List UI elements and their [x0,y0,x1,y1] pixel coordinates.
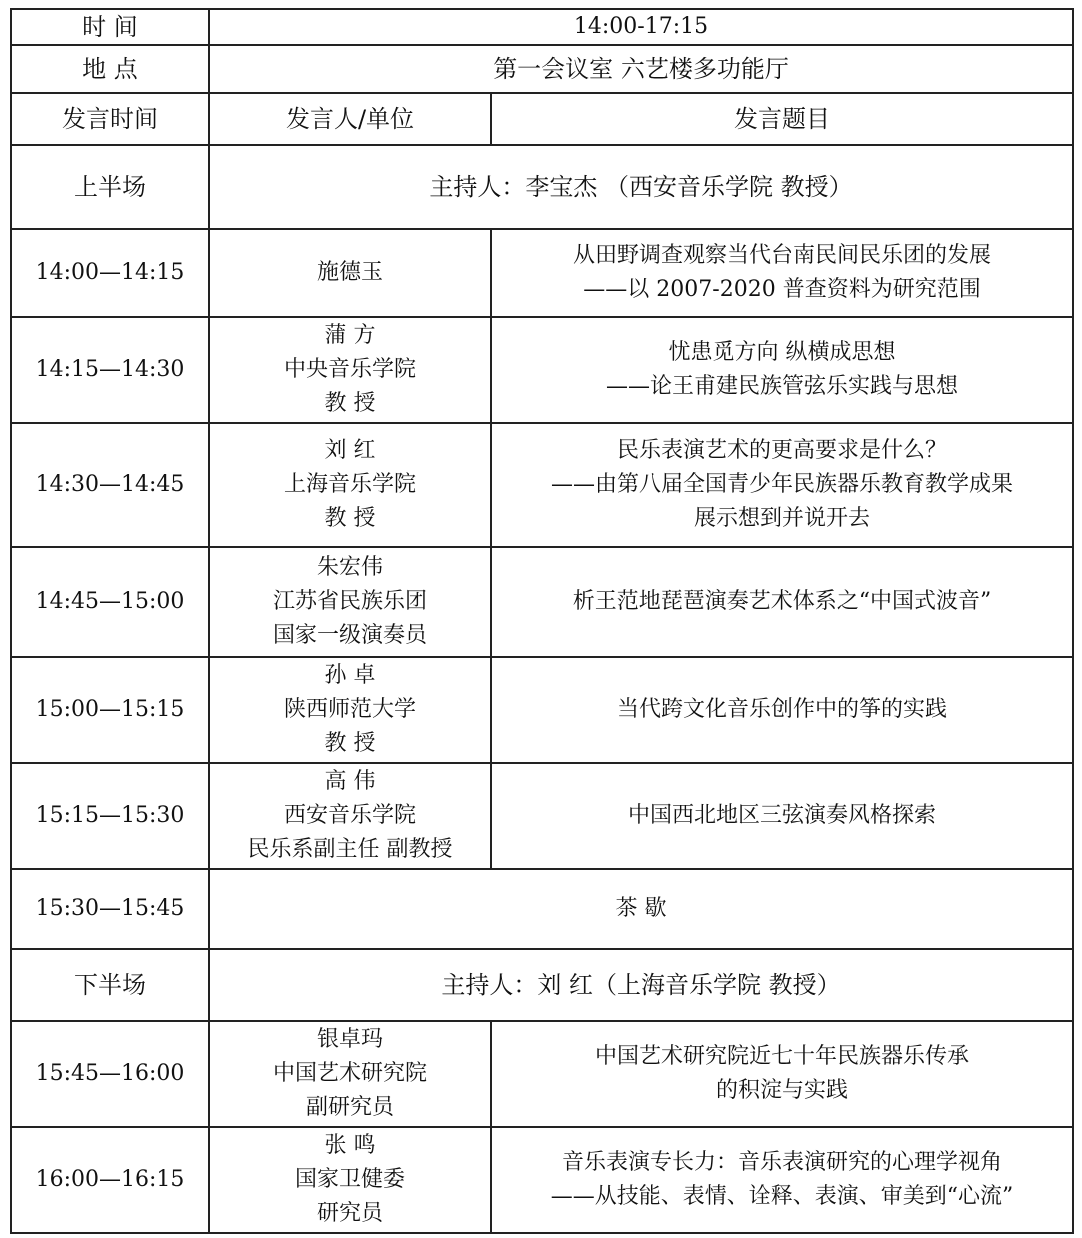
speaker-line: 中国艺术研究院 [272,1061,427,1086]
session-time: 16:00—16:15 [11,1127,209,1233]
table-row [11,547,1073,657]
topic-line: 析王范地琵琶演奏艺术体系之“中国式波音” [572,589,992,614]
speaker-line: 陕西师范大学 [283,697,416,722]
speaker-line: 教 授 [324,506,376,531]
host-text: 主持人：李宝杰 （西安音乐学院 教授） [209,145,1073,229]
table-row [11,657,1073,763]
topic-line: 民乐表演艺术的更高要求是什么？ [617,438,948,463]
table-row [11,423,1073,547]
speaker-cell [209,1021,491,1127]
speaker-line: 民乐系副主任 副教授 [247,837,453,862]
speaker-line: 高 伟 [324,769,376,794]
topic-cell [491,229,1073,317]
topic-line: 的积淀与实践 [716,1078,849,1103]
table-row [11,1127,1073,1233]
place-value: 第一会议室 六艺楼多功能厅 [209,45,1073,93]
second-half-rows [11,1021,1073,1233]
speaker-line: 研究员 [316,1201,383,1226]
topic-line: ——论王甫建民族管弦乐实践与思想 [606,374,959,399]
col-header-time: 发言时间 [11,93,209,145]
session-time: 15:45—16:00 [11,1021,209,1127]
speaker-line: 银卓玛 [316,1027,383,1052]
topic-cell [491,1127,1073,1233]
schedule-table [10,8,1074,1234]
table-row [11,1021,1073,1127]
speaker-line: 西安音乐学院 [283,803,416,828]
speaker-line: 国家卫健委 [294,1167,405,1192]
first-half-rows [11,229,1073,869]
speaker-line: 教 授 [324,391,376,416]
speaker-cell [209,1127,491,1233]
session-time: 15:15—15:30 [11,763,209,869]
break-time: 15:30—15:45 [11,869,209,949]
session-time: 15:00—15:15 [11,657,209,763]
speaker-line: 刘 红 [324,438,376,463]
topic-cell [491,547,1073,657]
topic-line: 音乐表演专长力：音乐表演研究的心理学视角 [562,1150,1003,1175]
table-row [11,229,1073,317]
speaker-cell [209,657,491,763]
time-label: 时 间 [11,9,209,45]
topic-line: ——由第八届全国青少年民族器乐教育教学成果 [551,472,1014,497]
topic-cell [491,1021,1073,1127]
session-time: 14:00—14:15 [11,229,209,317]
speaker-line: 孙 卓 [324,663,376,688]
session-time: 14:15—14:30 [11,317,209,423]
topic-line: 中国艺术研究院近七十年民族器乐传承 [595,1044,970,1069]
speaker-cell [209,229,491,317]
speaker-line: 副研究员 [305,1095,394,1120]
topic-cell [491,423,1073,547]
speaker-line: 中央音乐学院 [283,357,416,382]
topic-cell [491,657,1073,763]
topic-line: ——从技能、表情、诠释、表演、审美到“心流” [550,1184,1014,1209]
place-row [11,45,1073,93]
topic-cell [491,317,1073,423]
col-header-topic: 发言题目 [491,93,1073,145]
topic-cell [491,763,1073,869]
time-row [11,9,1073,45]
topic-line: 当代跨文化音乐创作中的筝的实践 [617,697,948,722]
table-row [11,763,1073,869]
session-time: 14:30—14:45 [11,423,209,547]
column-header-row [11,93,1073,145]
speaker-line: 教 授 [324,731,376,756]
topic-line: 忧患觅方向 纵横成思想 [668,340,896,365]
table-row [11,317,1073,423]
topic-line: 展示想到并说开去 [694,506,871,531]
speaker-line: 张 鸣 [324,1133,376,1158]
col-header-speaker: 发言人/单位 [209,93,491,145]
time-value: 14:00-17:15 [209,9,1073,45]
break-row [11,869,1073,949]
section-label: 下半场 [11,949,209,1021]
section-label: 上半场 [11,145,209,229]
speaker-line: 国家一级演奏员 [272,623,427,648]
speaker-cell [209,317,491,423]
topic-line: ——以 2007-2020 普查资料为研究范围 [583,277,981,302]
speaker-line: 施德玉 [316,260,383,285]
section-row-first-half [11,145,1073,229]
topic-line: 从田野调查观察当代台南民间民乐团的发展 [573,243,992,268]
host-text: 主持人：刘 红（上海音乐学院 教授） [209,949,1073,1021]
place-label: 地 点 [11,45,209,93]
speaker-cell [209,423,491,547]
speaker-line: 上海音乐学院 [283,472,416,497]
speaker-line: 朱宏伟 [316,555,383,580]
speaker-line: 蒲 方 [324,323,376,348]
session-time: 14:45—15:00 [11,547,209,657]
speaker-line: 江苏省民族乐团 [272,589,427,614]
speaker-cell [209,547,491,657]
section-row-second-half [11,949,1073,1021]
speaker-cell [209,763,491,869]
break-label: 茶 歇 [209,869,1073,949]
topic-line: 中国西北地区三弦演奏风格探索 [628,803,937,828]
